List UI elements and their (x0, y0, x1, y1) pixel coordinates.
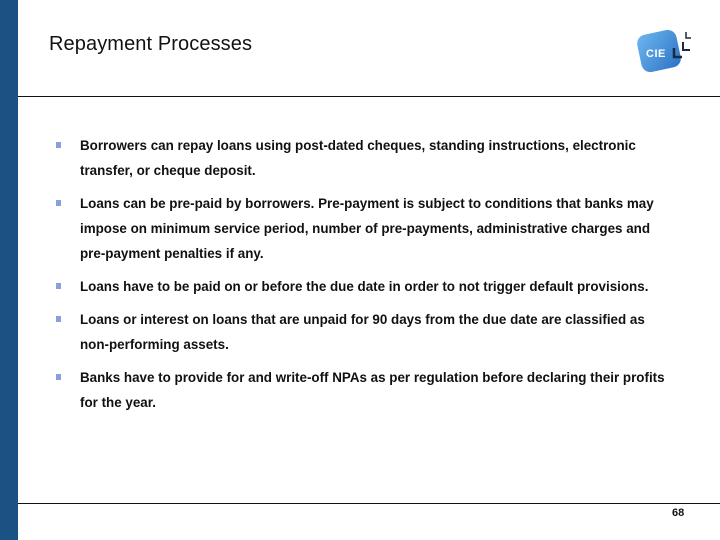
footer-divider (18, 503, 720, 504)
slide-title: Repayment Processes (49, 33, 253, 55)
bullet-item (56, 274, 676, 299)
bullet-text: Borrowers can repay loans using post-dated cheques, standing instructions, electronic transfer, or cheque deposit. (80, 138, 636, 178)
square-bullet-icon (56, 283, 61, 289)
ciel-logo (636, 26, 696, 74)
ciel-logo-icon (636, 26, 696, 74)
square-bullet-icon (56, 200, 61, 206)
square-bullet-icon (56, 142, 61, 148)
bullet-item (56, 133, 676, 183)
bullet-item (56, 191, 676, 266)
square-bullet-icon (56, 374, 61, 380)
page-number: 68 (672, 507, 685, 519)
bullet-text: Loans can be pre-paid by borrowers. Pre-payment is subject to conditions that banks may impose on minimum service period, number of pre-payments, administrative charges and pre-payment penalties if any. (80, 196, 654, 261)
square-bullet-icon (56, 316, 61, 322)
side-accent-bar (0, 0, 18, 540)
svg-text:CIE: CIE (646, 48, 666, 60)
bullet-item (56, 365, 676, 415)
bullet-text: Loans or interest on loans that are unpaid for 90 days from the due date are classified as non-performing assets. (80, 312, 645, 352)
bullet-text: Banks have to provide for and write-off NPAs as per regulation before declaring their profits for the year. (80, 370, 665, 410)
bullet-list (56, 133, 676, 423)
bullet-item (56, 307, 676, 357)
bullet-text: Loans have to be paid on or before the due date in order to not trigger default provisions. (80, 279, 649, 294)
header-divider (18, 96, 720, 97)
